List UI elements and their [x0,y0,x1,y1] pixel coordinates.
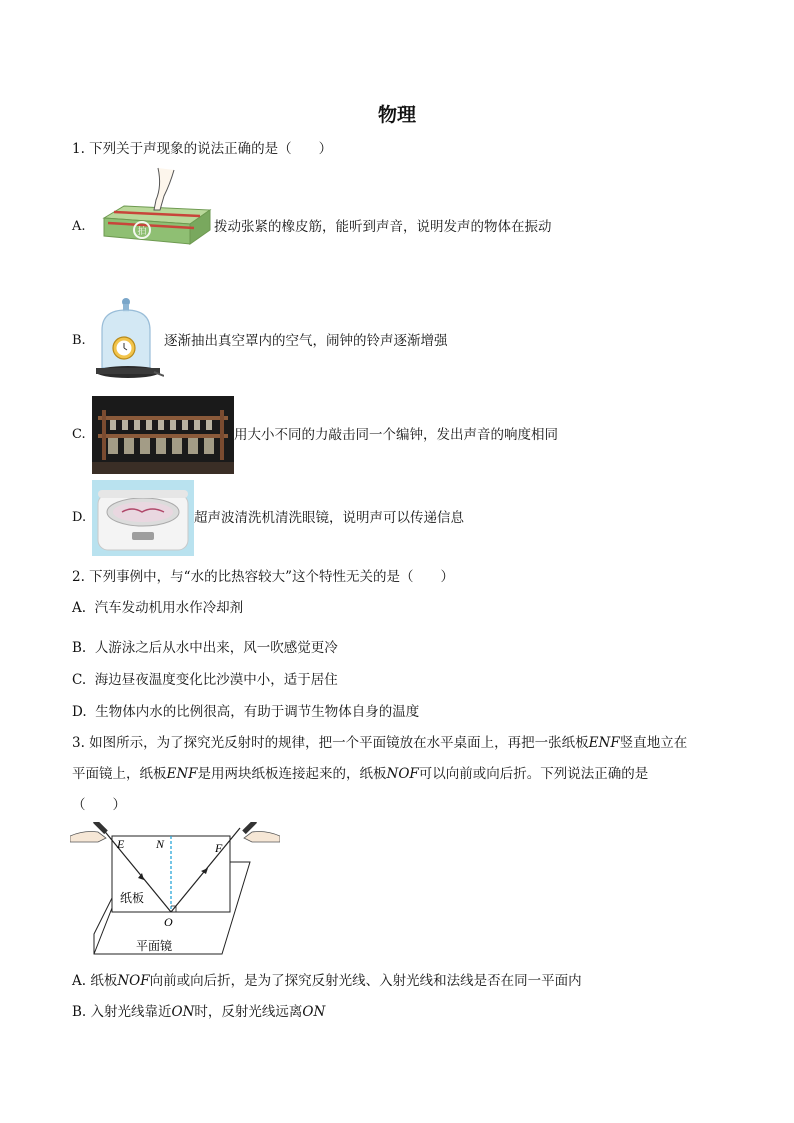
q3-option-a-lead: A. 纸板 [72,973,118,989]
reflection-diagram [70,822,280,960]
q3-stem-l2-a: 平面镜上，纸板 [72,766,167,782]
label-mirror: 平面镜 [136,939,173,953]
q1-option-d-letter: D. [72,510,87,525]
q3-stem-line2 [72,764,648,784]
left-hand-icon [70,832,106,843]
q3-stem-line1 [72,733,687,753]
chime-bells-image [92,396,234,474]
q1-option-a-text: 拨动张紧的橡皮筋，能听到声音，说明发声的物体在振动 [214,219,552,235]
label-o: O [164,915,173,929]
right-hand-icon [244,832,280,843]
q2-option-b-letter: B. [72,640,87,656]
q3-option-b-lead: B. 入射光线靠近 [72,1004,172,1020]
ultrasonic-cleaner-image [92,480,194,556]
q2-option-d [72,702,419,722]
q1-option-d-text: 超声波清洗机清洗眼镜，说明声可以传递信息 [194,510,464,526]
q3-stem-l1-c: 竖直地立在 [619,735,688,751]
q3-option-a-nof: NOF [117,973,150,989]
label-board: 纸板 [120,891,145,905]
q2-option-b-text: 人游泳之后从水中出来，风一吹感觉更冷 [94,640,338,656]
q1-option-b-letter: B. [72,333,86,348]
q2-option-c-letter: C. [72,672,87,688]
box-label: 拍 [137,227,147,237]
q1-option-c-text: 用大小不同的力敲击同一个编钟，发出声音的响度相同 [234,427,558,443]
q3-option-b [72,1002,325,1022]
q2-option-a [72,598,243,618]
q3-option-a-text: 向前或向后折，是为了探究反射光线、入射光线和法线是否在同一平面内 [149,973,582,989]
q2-option-b [72,638,338,658]
q2-option-d-letter: D. [72,704,87,720]
q2-option-c-text: 海边昼夜温度变化比沙漠中小，适于居住 [94,672,338,688]
q3-stem-l1-enf: ENF [588,735,620,751]
q3-stem-line3: （ ） [72,797,126,813]
q3-option-b-on-2: ON [302,1004,326,1020]
q3-stem-l2-nof: NOF [386,766,419,782]
q2-option-c [72,670,338,690]
q1-option-b-text: 逐渐抽出真空罩内的空气，闹钟的铃声逐渐增强 [164,333,448,349]
q1-option-a-letter: A. [72,219,86,234]
q3-stem-l2-enf: ENF [166,766,198,782]
rubber-band-box-image [100,166,212,246]
label-n: N [156,837,165,851]
q2-stem: 2. 下列事例中，与“水的比热容较大”这个特性无关的是（ ） [72,569,454,585]
q3-option-b-on-1: ON [171,1004,195,1020]
q3-stem-l2-c: 是用两块纸板连接起来的，纸板 [197,766,387,782]
q2-option-a-text: 汽车发动机用水作冷却剂 [94,600,244,616]
q3-stem-l2-e: 可以向前或向后折。下列说法正确的是 [418,766,649,782]
bell-jar-image [94,296,164,384]
q3-stem-l1-a: 3. 如图所示，为了探究光反射时的规律，把一个平面镜放在水平桌面上，再把一张纸板 [72,735,589,751]
q2-option-a-letter: A. [72,600,87,616]
q3-option-a [72,971,582,991]
label-f: F [215,841,223,855]
q1-stem: 1. 下列关于声现象的说法正确的是（ ） [72,141,333,157]
page-title: 物理 [377,104,416,126]
q3-option-b-text: 时，反射光线远离 [194,1004,303,1020]
q2-option-d-text: 生物体内水的比例很高，有助于调节生物体自身的温度 [95,704,420,720]
label-e: E [117,837,125,851]
q1-option-c-letter: C. [72,427,86,442]
